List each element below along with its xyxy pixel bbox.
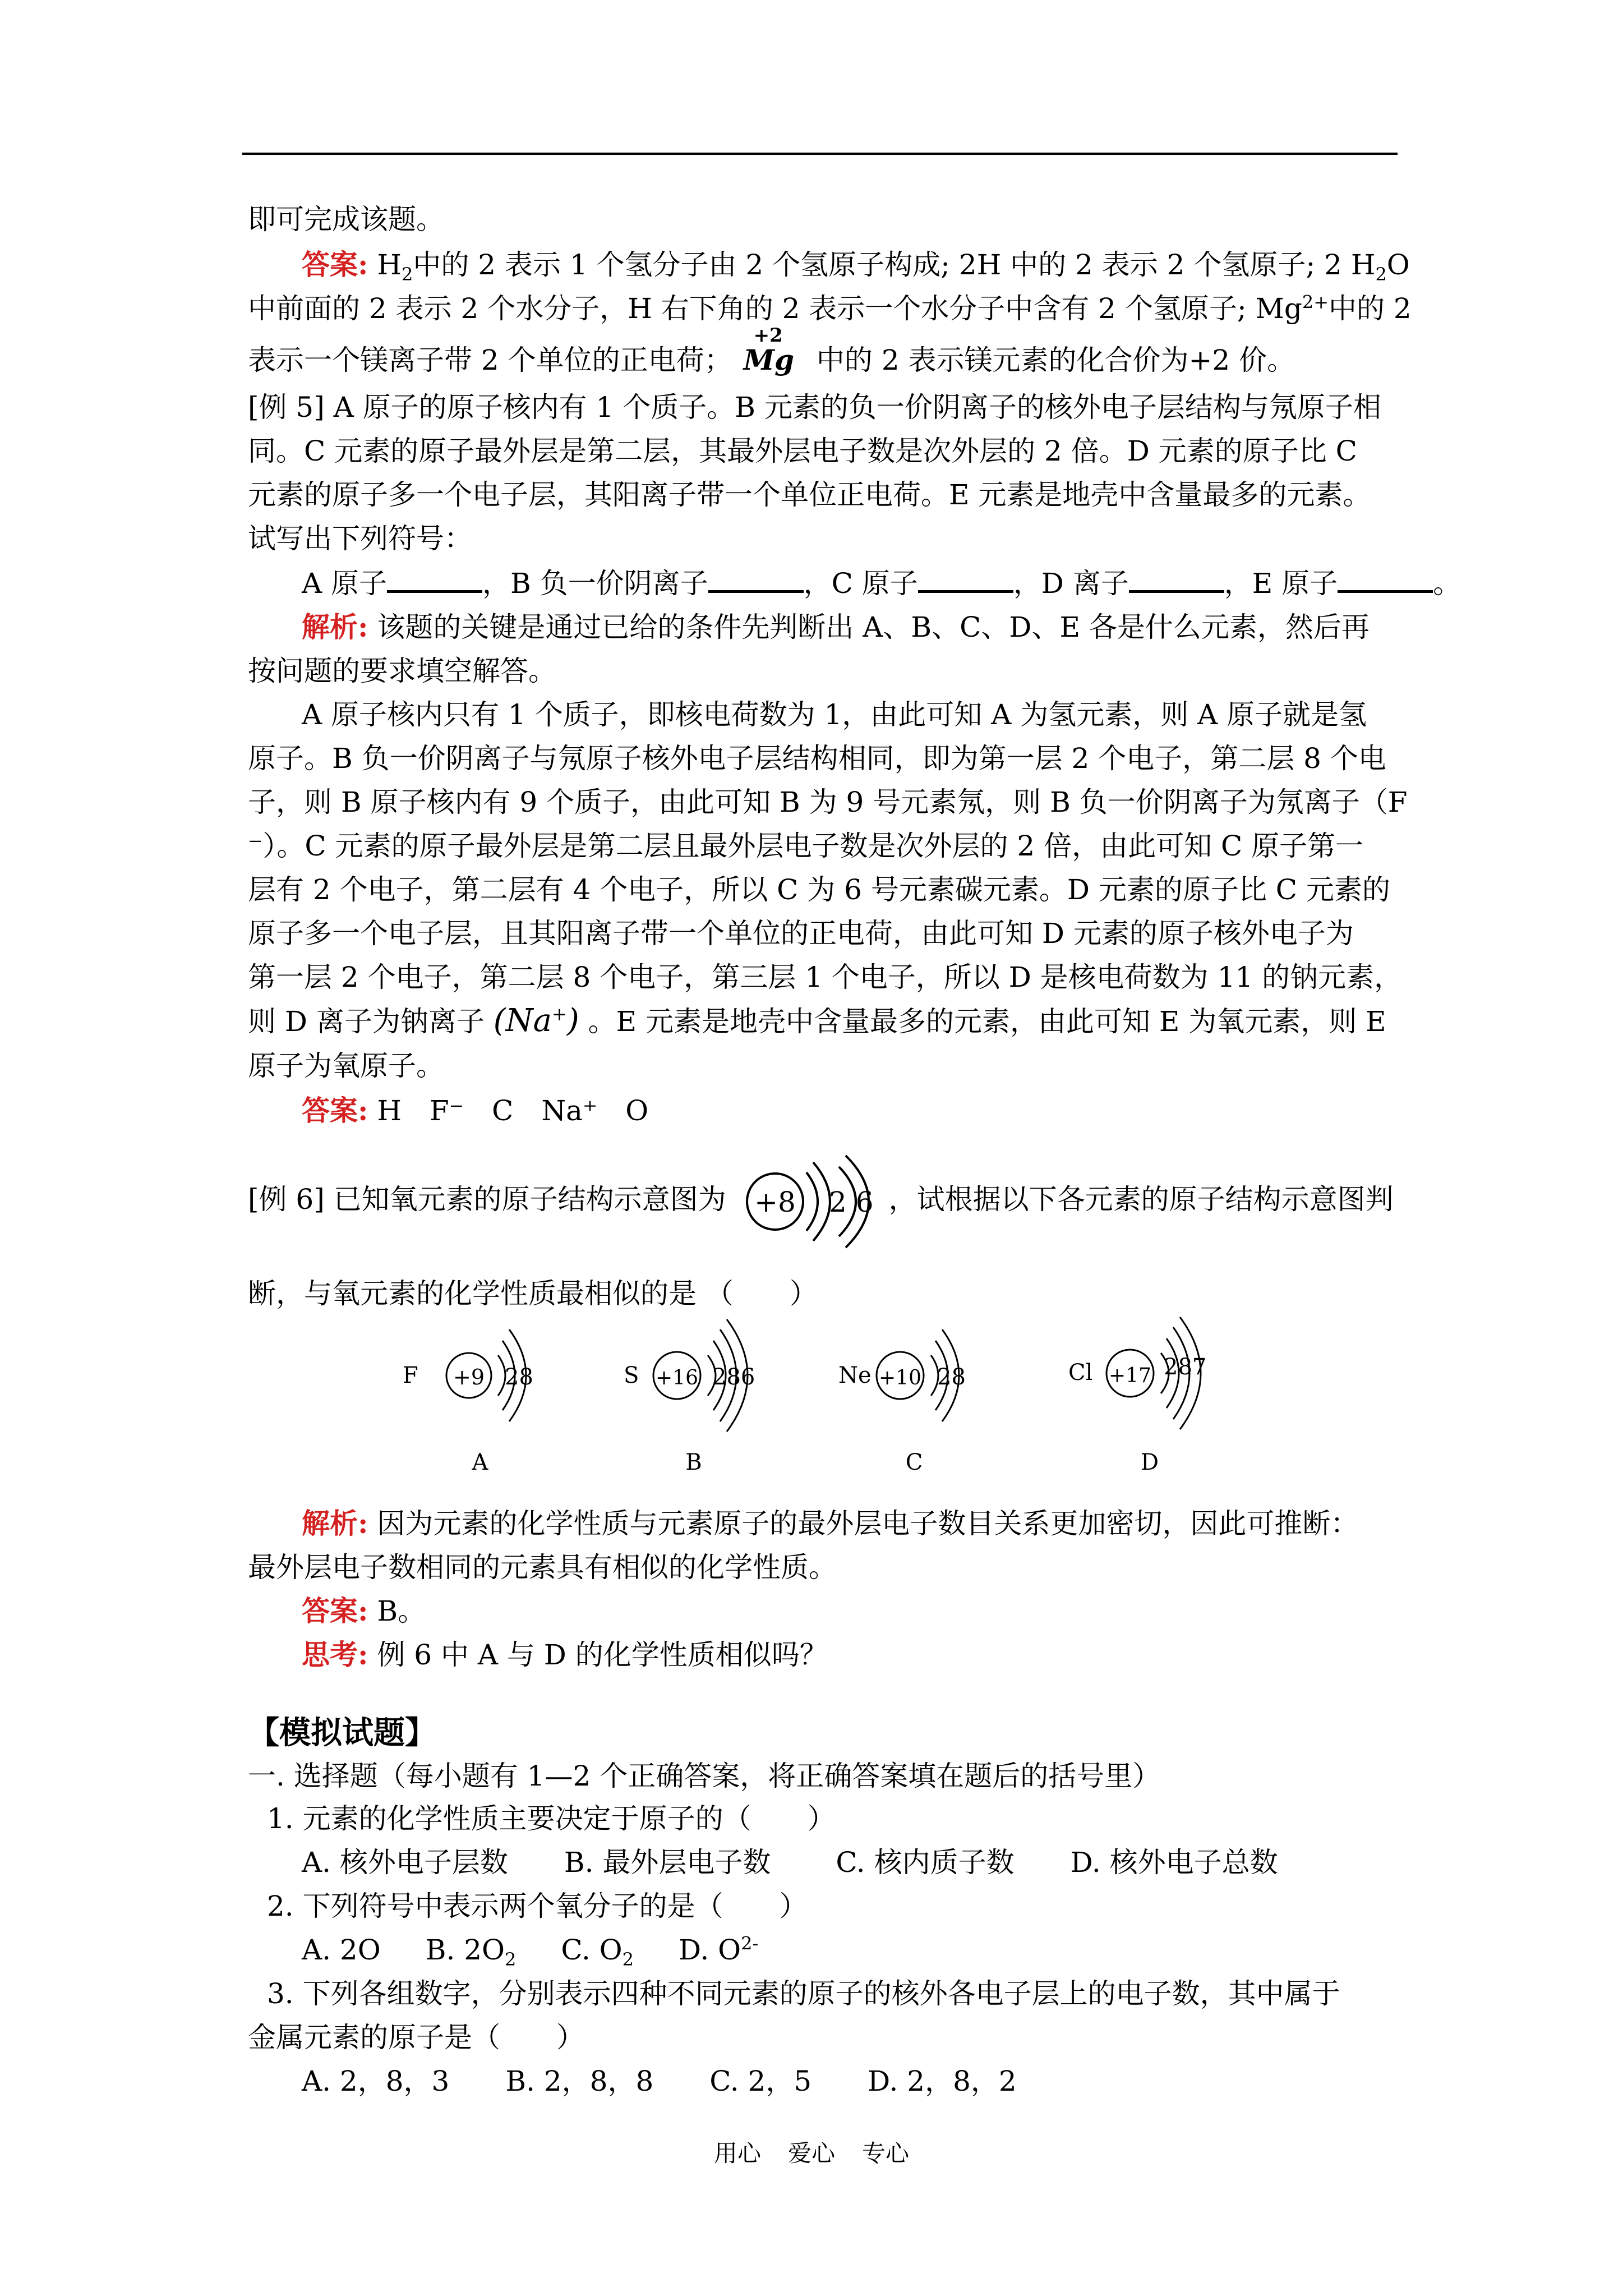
- option-a-atom-diagram: [403, 1329, 533, 1475]
- analysis-line: 解析: 该题的关键是通过已给的条件先判断出 A、B、C、D、E 各是什么元素，然后再: [302, 610, 1370, 643]
- analysis-paragraph: 层有 2 个电子，第二层有 4 个电子，所以 C 为 6 号元素碳元素。D 元素的原子比 C 元素的: [248, 873, 1390, 906]
- example5-line: 试写出下列符号：: [248, 522, 472, 555]
- analysis-paragraph: 原子多一个电子层，且其阳离子带一个单位的正电荷，由此可知 D 元素的原子核外电子为: [248, 917, 1354, 950]
- page-footer: 用心 爱心 专心: [713, 2139, 910, 2167]
- header-rule: [242, 153, 1398, 155]
- svg-text:S: S: [624, 1363, 639, 1388]
- question-3: 金属元素的原子是（ ）: [248, 2021, 584, 2054]
- answer-line: 答案: H F⁻ C Na⁺ O: [302, 1094, 649, 1127]
- svg-text:28: 28: [505, 1364, 533, 1390]
- option-d-atom-diagram: [1068, 1317, 1206, 1475]
- think-label: 思考:: [302, 1638, 368, 1671]
- analysis-paragraph: 子，则 B 原子核内有 9 个质子，由此可知 B 为 9 号元素氖，则 B 负一价阴离子为氖离子（F: [248, 786, 1408, 818]
- analysis-paragraph: 原子为氧原子。: [248, 1050, 444, 1082]
- example6-line: [例 6] 已知氧元素的原子结构示意图为 ，试根据以下各元素的原子结构示意图判: [248, 1183, 1394, 1216]
- svg-text:287: 287: [1164, 1354, 1207, 1380]
- svg-text:A: A: [472, 1450, 488, 1475]
- analysis-paragraph: 原子。B 负一价阴离子与氖原子核外电子层结构相同，即为第一层 2 个电子，第二层 8 个电: [248, 742, 1386, 775]
- section-title: 一. 选择题（每小题有 1—2 个正确答案，将正确答案填在题后的括号里）: [248, 1760, 1161, 1792]
- answer-blank[interactable]: [1129, 568, 1224, 593]
- svg-text:Cl: Cl: [1068, 1360, 1093, 1386]
- example5-line: 元素的原子多一个电子层，其阳离子带一个单位正电荷。E 元素是地壳中含量最多的元素。: [248, 478, 1371, 511]
- svg-text:Ne: Ne: [838, 1363, 872, 1388]
- sodium-ion-formula: (Na+): [493, 1002, 579, 1039]
- answer-paragraph-line: 中前面的 2 表示 2 个水分子，H 右下角的 2 表示一个水分子中含有 2 个氢原子; $Mg^{2+}$中的 2: [248, 291, 1412, 325]
- section-heading: 【模拟试题】: [248, 1715, 436, 1751]
- svg-text:+10: +10: [879, 1366, 921, 1389]
- svg-text:28: 28: [937, 1364, 966, 1390]
- answer-blank[interactable]: [708, 568, 804, 593]
- option-b-atom-diagram: [624, 1319, 755, 1475]
- element-options-diagrams: [393, 1307, 1290, 1492]
- answer-blank[interactable]: [1338, 568, 1433, 593]
- svg-text:286: 286: [712, 1364, 755, 1390]
- text-line: 即可完成该题。: [248, 203, 444, 236]
- oxygen-atom-diagram: [735, 1150, 914, 1262]
- fill-in-line: A 原子 ，B 负一价阴离子 ，C 原子 ，D 离子 ，E 原子 。: [302, 567, 1461, 600]
- svg-text:B: B: [685, 1450, 702, 1475]
- answer-paragraph-line: 表示一个镁离子带 2 个单位的正电荷； +2 Mg 中的 2 表示镁元素的化合价为+2 价。: [248, 340, 1295, 380]
- analysis-line: 解析: 因为元素的化学性质与元素原子的最外层电子数目关系更加密切，因此可推断：: [302, 1507, 1359, 1540]
- svg-text:+16: +16: [656, 1366, 698, 1389]
- svg-text:2 6: 2 6: [829, 1186, 874, 1218]
- option-c-atom-diagram: [838, 1329, 966, 1475]
- example5-line: [例 5] A 原子的原子核内有 1 个质子。B 元素的负一价阴离子的核外电子层结构与氖原子相: [248, 391, 1381, 424]
- think-line: 思考: 例 6 中 A 与 D 的化学性质相似吗？: [302, 1638, 828, 1671]
- analysis-paragraph: A 原子核内只有 1 个质子，即核电荷数为 1，由此可知 A 为氢元素，则 A 原子就是氢: [302, 698, 1367, 731]
- analysis-line: 最外层电子数相同的元素具有相似的化学性质。: [248, 1551, 837, 1584]
- question-1-options: A. 核外电子层数 B. 最外层电子数 C. 核内质子数 D. 核外电子总数: [302, 1846, 1278, 1879]
- answer-line: 答案: B。: [302, 1594, 426, 1627]
- question-2: 2. 下列符号中表示两个氧分子的是（ ）: [267, 1890, 808, 1922]
- analysis-paragraph: 则 D 离子为钠离子 (Na+) 。E 元素是地壳中含量最多的元素，由此可知 E 为氧元素，则 E: [248, 1002, 1386, 1039]
- question-1: 1. 元素的化学性质主要决定于原子的（ ）: [267, 1802, 836, 1835]
- answer-paragraph-line: 答案: $H_2$中的 2 表示 1 个氢分子由 2 个氢原子构成; 2H 中的 2 表示 2 个氢原子; 2 $H_2O$: [302, 248, 1410, 285]
- question-2-options: A. 2O B. $2O_2$ C. $O_2$ D. $O^{2-}$: [302, 1932, 759, 1970]
- answer-label: 答案:: [302, 248, 368, 281]
- svg-text:D: D: [1140, 1450, 1159, 1475]
- answer-blank[interactable]: [918, 568, 1013, 593]
- analysis-paragraph: ⁻）。C 元素的原子最外层是第二层且最外层电子数是次外层的 2 倍，由此可知 C 原子第一: [248, 830, 1364, 862]
- svg-text:+9: +9: [453, 1365, 485, 1389]
- analysis-line: 按问题的要求填空解答。: [248, 655, 556, 687]
- question-3-options: A. 2，8，3 B. 2，8，8 C. 2，5 D. 2，8，2: [302, 2065, 1017, 2097]
- question-3: 3. 下列各组数字，分别表示四种不同元素的原子的核外各电子层上的电子数，其中属于: [267, 1977, 1340, 2010]
- answer-blank[interactable]: [387, 568, 482, 593]
- example5-line: 同。C 元素的原子最外层是第二层，其最外层电子数是次外层的 2 倍。D 元素的原子比 C: [248, 435, 1357, 467]
- svg-text:C: C: [905, 1450, 923, 1475]
- analysis-paragraph: 第一层 2 个电子，第二层 8 个电子，第三层 1 个电子，所以 D 是核电荷数为 11 的钠元素，: [248, 961, 1403, 993]
- analysis-label: 解析:: [302, 610, 368, 643]
- svg-text:F: F: [403, 1363, 418, 1388]
- example6-line: 断，与氧元素的化学性质最相似的是 （ ）: [248, 1277, 818, 1310]
- svg-text:+8: +8: [754, 1186, 796, 1218]
- h2-symbol: $H_2$: [377, 249, 413, 285]
- mg-valence-symbol: +2 Mg: [743, 324, 794, 376]
- svg-text:+17: +17: [1109, 1364, 1151, 1387]
